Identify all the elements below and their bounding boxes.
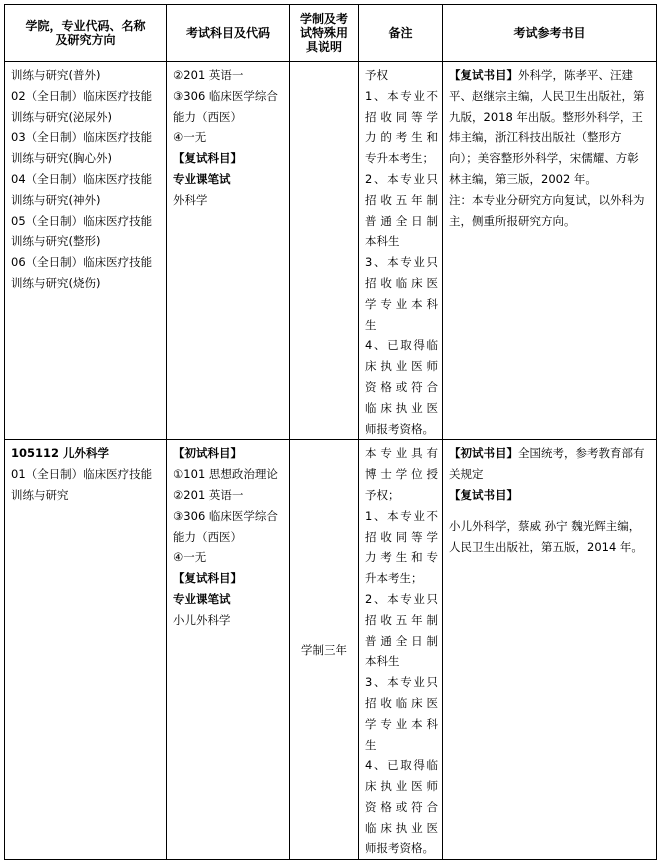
header-major-line2: 及研究方向 <box>55 33 116 47</box>
note-line: 4、已取得临 <box>365 758 438 773</box>
note-line: 临床执业医 <box>365 820 438 835</box>
note-line: 1、本专业不 <box>365 508 438 523</box>
exam-line: 【初试科目】 <box>173 446 242 461</box>
note-line: 生 <box>365 737 377 752</box>
note-line: 招收同等学 <box>365 109 438 124</box>
exam-cell <box>167 62 290 440</box>
retest-references <box>449 65 650 190</box>
note-line: 招收临床医 <box>365 695 438 710</box>
retest-label: 【复试书目】 <box>449 68 518 82</box>
table-row <box>5 62 657 440</box>
note-line: 招收五年制 <box>365 192 438 207</box>
major-line: 训练与研究 <box>11 487 69 502</box>
header-notes: 备注 <box>359 5 443 62</box>
references-note: 注：本专业分研究方向复试，以外科为主，侧重所报研究方向。 <box>449 192 645 228</box>
header-exam: 考试科目及代码 <box>167 5 290 62</box>
major-line: 05（全日制）临床医疗技能 <box>11 213 153 228</box>
major-list <box>5 62 166 294</box>
exam-line: 小儿外科学 <box>173 612 231 627</box>
major-list <box>5 440 166 505</box>
note-line: 专升本考生； <box>365 151 434 166</box>
note-line: 学专业本科 <box>365 716 438 731</box>
major-line: 训练与研究(泌尿外) <box>11 109 112 124</box>
initial-text: 全国统考，参考教育部有关规定 <box>449 446 645 482</box>
note-line: 师报考资格。 <box>365 421 434 436</box>
note-line: 本科生 <box>365 654 400 669</box>
major-code: 105112 儿外科学 <box>11 446 110 461</box>
exam-line: ②201 英语一 <box>173 68 244 82</box>
exam-cell <box>167 440 290 860</box>
note-line: 普通全日制 <box>365 213 438 228</box>
note-line: 1、本专业不 <box>365 88 438 103</box>
exam-line: 专业课笔试 <box>173 591 231 606</box>
header-references: 考试参考书目 <box>443 5 657 62</box>
note-line: 师报考资格。 <box>365 841 434 856</box>
duration-cell: 学制三年 <box>290 440 359 860</box>
note-line: 3、本专业只 <box>365 675 438 690</box>
notes-cell <box>359 440 443 860</box>
note-line: 普通全日制 <box>365 633 438 648</box>
table-row <box>5 440 657 860</box>
header-duration <box>290 5 359 62</box>
exam-line: 外科学 <box>173 192 208 207</box>
note-line: 2、本专业只 <box>365 171 438 186</box>
exam-line: ④一无 <box>173 130 207 145</box>
major-line: 训练与研究(神外) <box>11 192 101 207</box>
major-directions <box>11 464 164 506</box>
exam-line: 【复试科目】 <box>173 571 242 586</box>
header-duration-line1: 学制及考 <box>299 12 348 26</box>
initial-references <box>449 443 650 485</box>
header-major <box>5 5 167 62</box>
major-line: 训练与研究(普外) <box>11 68 101 82</box>
header-duration-line2: 试特殊用 <box>299 26 348 40</box>
major-line: 04（全日制）临床医疗技能 <box>11 171 153 186</box>
exam-line: ①101 思想政治理论 <box>173 467 278 482</box>
exam-line: ②201 英语一 <box>173 487 244 502</box>
exam-line: ③306 临床医学综合 <box>173 508 278 523</box>
note-line: 招收五年制 <box>365 612 438 627</box>
note-line: 升本考生； <box>365 571 423 586</box>
note-line: 学专业本科 <box>365 296 438 311</box>
note-line: 3、本专业只 <box>365 255 438 270</box>
note-line: 本科生 <box>365 234 400 249</box>
exam-list <box>167 62 289 211</box>
note-line: 博士学位授 <box>365 467 438 482</box>
note-line: 床执业医师 <box>365 359 438 374</box>
major-line: 03（全日制）临床医疗技能 <box>11 130 153 145</box>
major-line: 训练与研究(整形) <box>11 234 101 249</box>
note-line: 招收同等学 <box>365 529 438 544</box>
admissions-table <box>4 4 657 860</box>
note-line: 床执业医师 <box>365 779 438 794</box>
major-cell <box>5 62 167 440</box>
references-block <box>443 440 656 557</box>
major-line: 01（全日制）临床医疗技能 <box>11 467 153 482</box>
header-major-line1: 学院，专业代码、名称 <box>25 19 146 33</box>
note-line: 生 <box>365 317 377 332</box>
note-line: 资格或符合 <box>365 799 438 814</box>
major-line: 训练与研究(胸心外) <box>11 151 112 166</box>
retest-label: 【复试书目】 <box>449 487 518 502</box>
initial-label: 【初试书目】 <box>449 446 518 461</box>
retest-text: 小儿外科学，蔡威 孙宁 魏光辉主编，人民卫生出版社，第五版，2014 年。 <box>449 518 643 554</box>
major-line: 06（全日制）临床医疗技能 <box>11 255 153 270</box>
note-line: 资格或符合 <box>365 379 438 394</box>
exam-line: 能力（西医） <box>173 529 242 544</box>
duration-cell <box>290 62 359 440</box>
references-cell <box>443 62 657 440</box>
note-line: 招收临床医 <box>365 275 438 290</box>
references-block <box>443 62 656 231</box>
exam-line: 【复试科目】 <box>173 151 242 166</box>
note-line: 2、本专业只 <box>365 591 438 606</box>
exam-line: 能力（西医） <box>173 109 242 124</box>
exam-list <box>167 440 289 630</box>
references-cell <box>443 440 657 860</box>
major-line: 训练与研究(烧伤) <box>11 275 101 290</box>
header-duration-line3: 具说明 <box>305 40 342 54</box>
note-line: 力的考生和 <box>365 130 438 145</box>
retest-text: 外科学，陈孝平、汪建平、赵继宗主编，人民卫生出版社，第九版，2018 年出版。整形外科学，王炜主编，浙江科技出版社（整形方向）；美容整形外科学，宋儒耀、方彰林主编，第三版，2002 年。 <box>449 68 645 186</box>
exam-line: ③306 临床医学综合 <box>173 88 278 103</box>
notes-list <box>359 440 442 859</box>
note-line: 临床执业医 <box>365 400 438 415</box>
notes-list <box>359 62 442 439</box>
major-cell <box>5 440 167 860</box>
note-line: 本专业具有 <box>365 446 438 461</box>
notes-cell <box>359 62 443 440</box>
exam-line: ④一无 <box>173 550 207 565</box>
exam-line: 专业课笔试 <box>173 171 231 186</box>
note-line: 4、已取得临 <box>365 338 438 353</box>
note-line: 予权 <box>365 68 388 82</box>
note-line: 力考生和专 <box>365 550 438 565</box>
major-line: 02（全日制）临床医疗技能 <box>11 88 153 103</box>
spacer <box>449 506 650 516</box>
note-line: 予权； <box>365 487 400 502</box>
header-row <box>5 5 657 62</box>
